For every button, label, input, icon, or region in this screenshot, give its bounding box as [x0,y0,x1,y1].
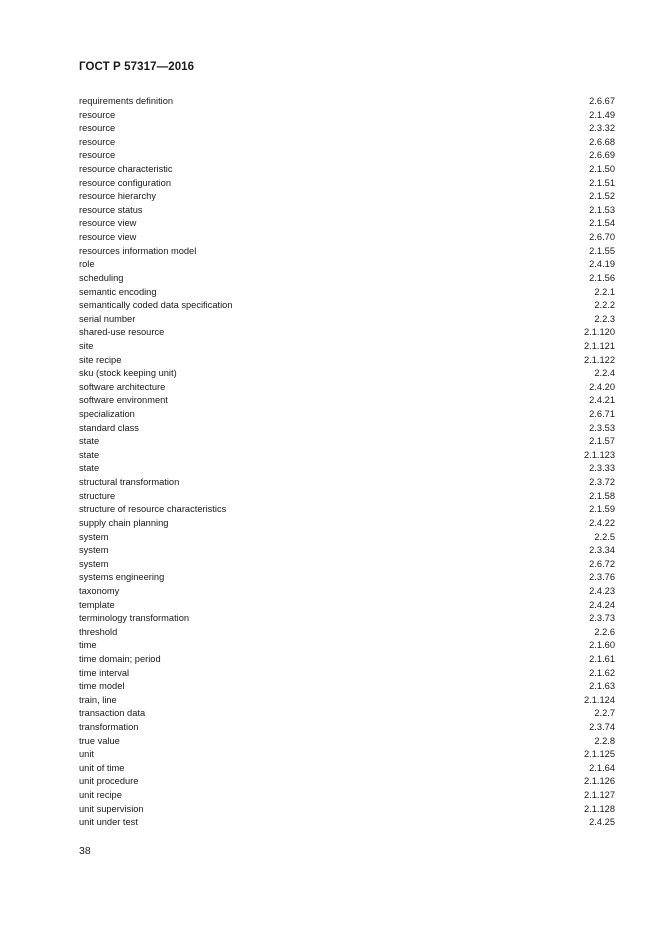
index-reference: 2.1.122 [583,354,615,365]
index-reference: 2.1.58 [589,490,615,501]
index-reference: 2.4.22 [589,517,615,528]
index-row [79,190,615,204]
index-reference: 2.1.53 [589,204,615,215]
index-row [79,367,615,381]
index-term: software architecture [79,381,166,392]
index-row [79,299,615,313]
index-reference: 2.1.56 [589,272,615,283]
index-term: standard class [79,422,139,433]
index-term: transaction data [79,708,146,719]
index-reference: 2.1.62 [589,667,615,678]
index-reference: 2.3.53 [589,422,615,433]
index-term: software environment [79,395,168,406]
index-term: unit of time [79,762,125,773]
index-term: specialization [79,409,135,420]
index-term: system [79,545,109,556]
index-term: unit [79,749,94,760]
index-row [79,422,615,436]
index-row [79,762,615,776]
index-term: role [79,259,95,270]
index-row [79,503,615,517]
index-row [79,95,615,109]
index-row [79,313,615,327]
index-reference: 2.1.51 [589,177,615,188]
index-term: supply chain planning [79,517,169,528]
index-reference: 2.2.2 [594,300,615,311]
document-header: ГОСТ Р 57317—2016 [79,61,195,73]
index-row [79,231,615,245]
index-row [79,272,615,286]
index-term: system [79,531,109,542]
index-row [79,558,615,572]
index-reference: 2.3.32 [589,123,615,134]
index-reference: 2.4.23 [589,585,615,596]
index-term: resource status [79,204,143,215]
index-reference: 2.1.127 [583,790,615,801]
index-reference: 2.2.1 [594,286,615,297]
index-reference: 2.6.68 [589,136,615,147]
index-reference: 2.1.60 [589,640,615,651]
index-reference: 2.3.74 [589,722,615,733]
index-reference: 2.2.7 [594,708,615,719]
index-reference: 2.1.49 [589,109,615,120]
index-reference: 2.2.8 [594,735,615,746]
index-reference: 2.2.6 [594,626,615,637]
index-reference: 2.1.128 [583,803,615,814]
index-reference: 2.4.25 [589,817,615,828]
index-row [79,163,615,177]
index-term: resource view [79,232,137,243]
index-term: train, line [79,694,117,705]
index-reference: 2.4.19 [589,259,615,270]
index-term: time interval [79,667,130,678]
index-row [79,639,615,653]
index-reference: 2.1.120 [583,327,615,338]
index-row [79,245,615,259]
index-term: resources information model [79,245,197,256]
index-reference: 2.1.124 [583,694,615,705]
index-reference: 2.2.4 [594,368,615,379]
index-row [79,626,615,640]
index-term: time domain; period [79,653,161,664]
index-reference: 2.3.76 [589,572,615,583]
index-row [79,408,615,422]
index-reference: 2.3.34 [589,545,615,556]
index-row [79,789,615,803]
index-term: state [79,449,100,460]
index-term: systems engineering [79,572,165,583]
index-row [79,149,615,163]
index-term: semantic encoding [79,286,157,297]
index-reference: 2.4.21 [589,395,615,406]
index-reference: 2.3.72 [589,477,615,488]
index-term: resource [79,150,116,161]
index-term: resource view [79,218,137,229]
index-reference: 2.3.33 [589,463,615,474]
index-term: scheduling [79,272,124,283]
index-reference: 2.4.24 [589,599,615,610]
index-reference: 2.3.73 [589,613,615,624]
index-row [79,340,615,354]
index-term: resource configuration [79,177,171,188]
index-term: resource [79,123,116,134]
index-row [79,667,615,681]
index-term: unit under test [79,817,138,828]
index-row [79,204,615,218]
index-term: serial number [79,313,136,324]
index-term: requirements definition [79,96,174,106]
index-row [79,109,615,123]
index-row [79,735,615,749]
index-reference: 2.1.126 [583,776,615,787]
index-row [79,476,615,490]
index-term: state [79,463,100,474]
index-reference: 2.1.55 [589,245,615,256]
index-term: structure of resource characteristics [79,504,227,515]
index-term: terminology transformation [79,613,190,624]
index-term: unit procedure [79,776,139,787]
index-term: sku (stock keeping unit) [79,368,177,379]
index-reference: 2.2.5 [594,531,615,542]
page-number: 38 [79,845,91,857]
index-term: resource [79,136,116,147]
index-term: structure [79,490,116,501]
index-term: threshold [79,626,118,637]
index-term: taxonomy [79,585,120,596]
index-reference: 2.1.63 [589,681,615,692]
index-row [79,258,615,272]
index-reference: 2.1.123 [583,449,615,460]
index-term: system [79,558,109,569]
index-term: unit supervision [79,803,144,814]
index-term: time model [79,681,125,692]
index-row [79,707,615,721]
index-row [79,571,615,585]
index-row [79,394,615,408]
index-row [79,721,615,735]
index-row [79,286,615,300]
index-term: state [79,436,100,447]
index-row [79,544,615,558]
index-row [79,803,615,817]
index-reference: 2.1.61 [589,653,615,664]
index-reference: 2.1.125 [583,749,615,760]
index-reference: 2.6.70 [589,232,615,243]
index-row [79,775,615,789]
index-term: resource characteristic [79,164,173,175]
index-reference: 2.1.121 [583,340,615,351]
index-term: semantically coded data specification [79,300,233,311]
index-row [79,217,615,231]
index-row [79,354,615,368]
index-reference: 2.1.52 [589,191,615,202]
index-row [79,585,615,599]
index-term: unit recipe [79,790,122,801]
index-reference: 2.6.67 [589,96,615,106]
index-reference: 2.1.54 [589,218,615,229]
index-reference: 2.6.69 [589,150,615,161]
index-reference: 2.6.72 [589,558,615,569]
index-row [79,694,615,708]
index-term: time [79,640,97,651]
index-row [79,136,615,150]
index-row [79,449,615,463]
index-row [79,326,615,340]
index-term: resource [79,109,116,120]
index-row [79,599,615,613]
index-reference: 2.1.50 [589,164,615,175]
index-term: true value [79,735,120,746]
index-term: structural transformation [79,477,180,488]
index-row [79,122,615,136]
term-index-list [79,95,615,830]
index-reference: 2.4.20 [589,381,615,392]
index-reference: 2.1.57 [589,436,615,447]
index-row [79,490,615,504]
index-term: resource hierarchy [79,191,156,202]
index-reference: 2.2.3 [594,313,615,324]
index-row [79,462,615,476]
index-term: site [79,340,94,351]
index-row [79,680,615,694]
index-term: transformation [79,722,139,733]
index-reference: 2.1.59 [589,504,615,515]
index-row [79,748,615,762]
index-row [79,517,615,531]
index-reference: 2.1.64 [589,762,615,773]
index-row [79,531,615,545]
index-term: template [79,599,115,610]
index-row [79,381,615,395]
index-term: shared-use resource [79,327,165,338]
index-row [79,653,615,667]
index-term: site recipe [79,354,122,365]
index-row [79,435,615,449]
index-row [79,177,615,191]
index-reference: 2.6.71 [589,409,615,420]
index-row [79,612,615,626]
index-row [79,816,615,830]
